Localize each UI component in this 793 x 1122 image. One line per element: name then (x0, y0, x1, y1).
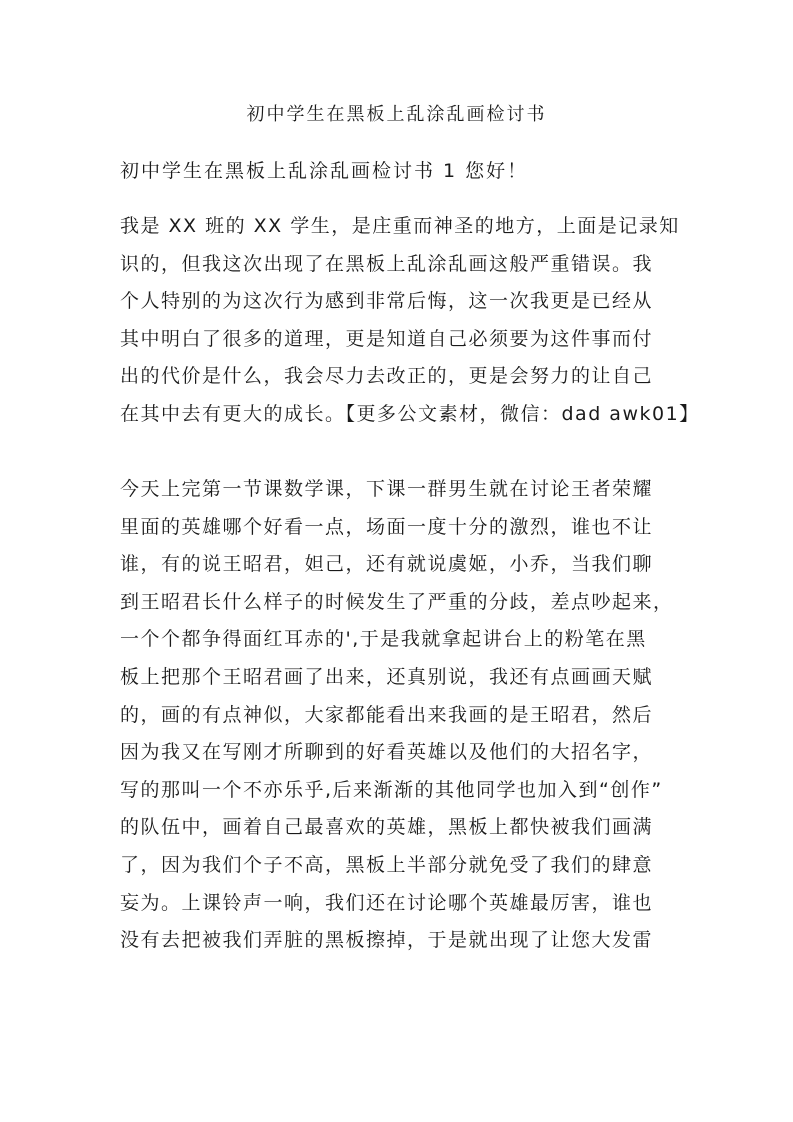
document-subheading: 初中学生在黑板上乱涂乱画检讨书 1 您好！ (120, 160, 529, 182)
paragraph-line: 因为我又在写刚才所聊到的好看英雄以及他们的大招名字， (120, 741, 654, 764)
paragraph-line: 没有去把被我们弄脏的黑板擦掉，于是就出现了让您大发雷 (120, 929, 654, 952)
paragraph-line: 我是 XX 班的 XX 学生，是庄重而神圣的地方，上面是记录知 (120, 215, 680, 237)
paragraph-line: 妄为。上课铃声一响，我们还在讨论哪个英雄最厉害，谁也 (120, 891, 654, 914)
paragraph-line: 了，因为我们个子不高，黑板上半部分就免受了我们的肆意 (120, 853, 654, 876)
paragraph-line: 到王昭君长什么样子的时候发生了严重的分歧，差点吵起来， (120, 590, 674, 613)
paragraph-line: 其中明白了很多的道理，更是知道自己必须要为这件事而付 (120, 327, 654, 350)
paragraph-line: 的队伍中，画着自己最喜欢的英雄，黑板上都快被我们画满 (120, 816, 654, 839)
paragraph-1 (120, 208, 700, 434)
paragraph-line: 的，画的有点神似，大家都能看出来我画的是王昭君，然后 (120, 703, 654, 726)
paragraph-line: 识的，但我这次出现了在黑板上乱涂乱画这般严重错误。我 (120, 252, 654, 275)
paragraph-2 (120, 471, 680, 960)
paragraph-line: 写的那叫一个不亦乐乎,后来渐渐的其他同学也加入到“创作” (120, 778, 663, 801)
document-title: 初中学生在黑板上乱涂乱画检讨书 (246, 104, 547, 125)
paragraph-line: 今天上完第一节课数学课，下课一群男生就在讨论王者荣耀 (120, 478, 654, 500)
paragraph-line: 个人特别的为这次行为感到非常后悔，这一次我更是已经从 (120, 290, 654, 313)
paragraph-line: 里面的英雄哪个好看一点，场面一度十分的激烈，谁也不让 (120, 515, 654, 538)
paragraph-line: 一个个都争得面红耳赤的',于是我就拿起讲台上的粉笔在黑 (120, 628, 647, 651)
paragraph-line: 出的代价是什么，我会尽力去改正的，更是会努力的让自己 (120, 365, 654, 388)
paragraph-line: 谁，有的说王昭君，妲己，还有就说虞姬，小乔，当我们聊 (120, 553, 654, 576)
paragraph-line: 板上把那个王昭君画了出来，还真别说，我还有点画画天赋 (120, 665, 654, 688)
paragraph-line: 在其中去有更大的成长。【更多公文素材，微信：dad awk01】 (120, 402, 700, 425)
